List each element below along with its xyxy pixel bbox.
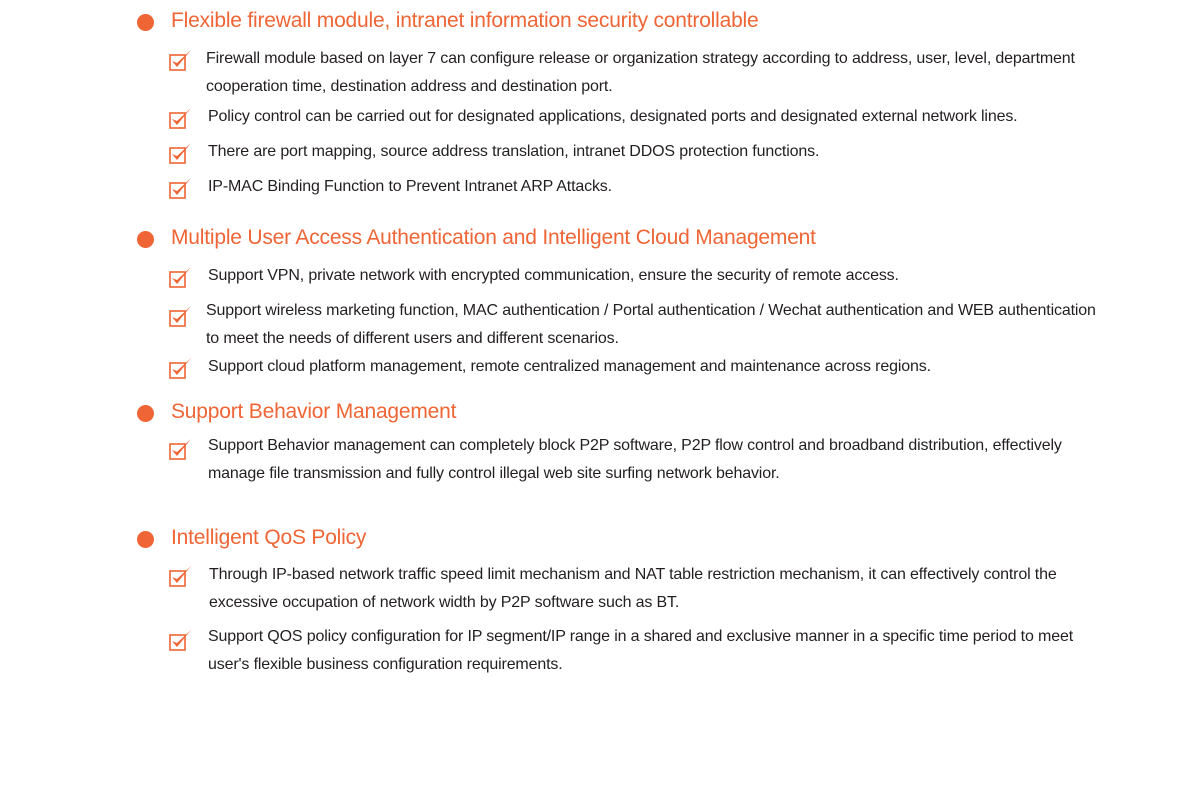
list-item-text: Support Behavior management can completely block P2P software, P2P flow control and broadband distribution, effectively manage file transmission and fully control illegal web site surfing network behavior.	[208, 437, 1062, 482]
checkmark-icon	[169, 49, 193, 71]
checkmark-icon	[169, 629, 193, 651]
checkmark-icon	[169, 266, 193, 288]
bullet-dot-icon	[137, 405, 154, 422]
section-heading	[0, 6, 1200, 36]
list-item-text: Through IP-based network traffic speed limit mechanism and NAT table restriction mechanism, it can effectively control the excessive occupation of network width by P2P software such as BT.	[209, 566, 1057, 611]
section-heading	[0, 523, 1200, 553]
checkmark-icon	[169, 305, 193, 327]
section-title: Multiple User Access Authentication and Intelligent Cloud Management	[171, 226, 816, 249]
list-item-text: There are port mapping, source address translation, intranet DDOS protection functions.	[208, 143, 820, 160]
list-item-text: Firewall module based on layer 7 can configure release or organization strategy according to address, user, level, department cooperation time, destination address and destination port.	[206, 50, 1075, 95]
checkmark-icon	[169, 142, 193, 164]
section-title: Support Behavior Management	[171, 400, 457, 423]
bullet-dot-icon	[137, 14, 154, 31]
list-item-text: Support cloud platform management, remote centralized management and maintenance across regions.	[208, 358, 931, 375]
checkmark-icon	[169, 177, 193, 199]
bullet-dot-icon	[137, 231, 154, 248]
list-item-text: Support wireless marketing function, MAC authentication / Portal authentication / Wechat authentication and WEB authentication to meet the needs of different users and different scenarios.	[206, 302, 1096, 347]
list-item-text: Support QOS policy configuration for IP segment/IP range in a shared and exclusive manner in a specific time period to meet user's flexible business configuration requirements.	[208, 628, 1073, 673]
section-heading	[0, 223, 1200, 253]
list-item-text: Policy control can be carried out for designated applications, designated ports and designated external network lines.	[208, 108, 1018, 125]
section-title: Flexible firewall module, intranet information security controllable	[171, 9, 759, 32]
checkmark-icon	[169, 357, 193, 379]
bullet-dot-icon	[137, 531, 154, 548]
checkmark-icon	[169, 565, 193, 587]
section-title: Intelligent QoS Policy	[171, 526, 367, 549]
checkmark-icon	[169, 107, 193, 129]
section-heading	[0, 397, 1200, 427]
list-item-text: Support VPN, private network with encrypted communication, ensure the security of remote access.	[208, 267, 899, 284]
checkmark-icon	[169, 438, 193, 460]
list-item-text: IP-MAC Binding Function to Prevent Intranet ARP Attacks.	[208, 178, 612, 195]
